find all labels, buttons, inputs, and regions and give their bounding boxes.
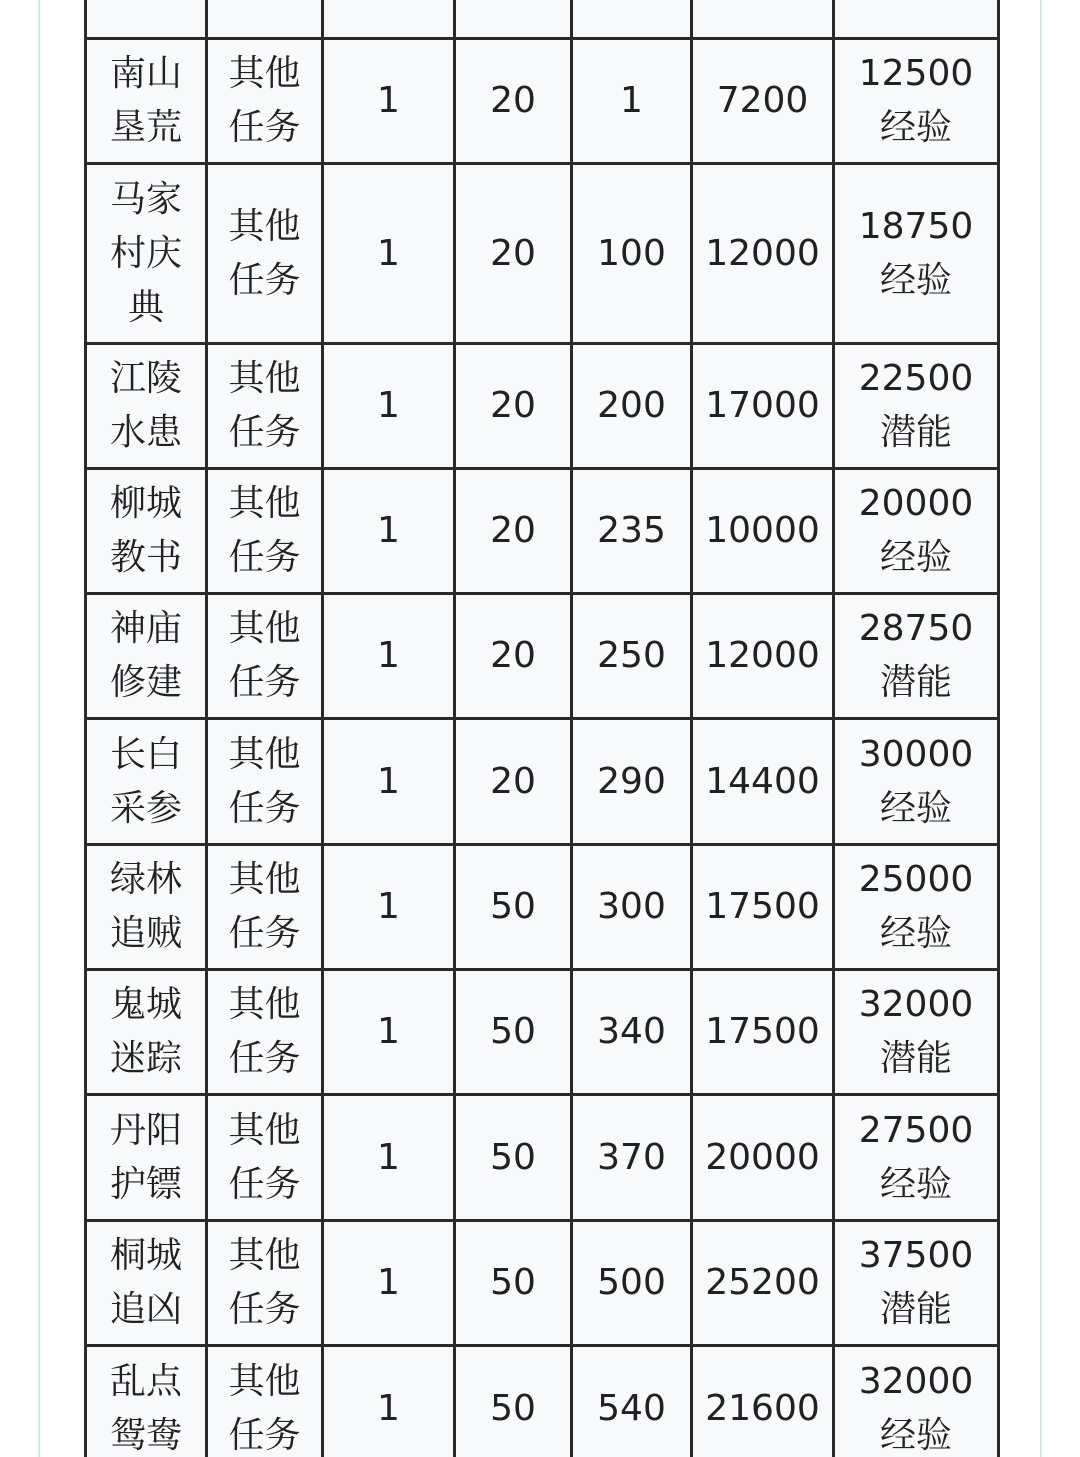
- value-cell: 20: [455, 594, 572, 719]
- reward-cell: [834, 1346, 999, 1457]
- value-cell: 250: [572, 594, 692, 719]
- task-type-cell: [207, 344, 323, 469]
- value-cell: 1: [323, 39, 455, 164]
- content-frame-right-border: [1040, 0, 1042, 1457]
- task-name: 长白采参: [109, 733, 182, 829]
- value-cell: 1: [323, 344, 455, 469]
- task-name-cell: [86, 39, 207, 164]
- reward-amount: 25000: [858, 859, 974, 900]
- reward-unit: 潜能: [879, 1289, 952, 1330]
- task-type: 其他任务: [228, 1235, 301, 1330]
- value-cell: 50: [455, 1221, 572, 1346]
- task-name-cell: [86, 1095, 207, 1221]
- reward-amount: 28750: [858, 608, 974, 649]
- content-frame-left-border: [38, 0, 40, 1457]
- task-table: [84, 0, 1000, 1457]
- task-type: 其他任务: [228, 1109, 301, 1205]
- reward-amount: 20000: [858, 483, 974, 524]
- reward-unit: 潜能: [879, 412, 952, 453]
- task-name: 柳城教书: [109, 483, 182, 578]
- reward-cell: [834, 845, 999, 970]
- reward-unit: 潜能: [879, 1038, 952, 1079]
- table-row: [86, 1095, 999, 1221]
- reward-unit: 经验: [879, 913, 952, 954]
- table-row: [86, 0, 999, 39]
- value-cell: 20000: [692, 1095, 834, 1221]
- table-row: [86, 594, 999, 719]
- value-cell: [323, 0, 455, 39]
- task-type: 其他任务: [228, 859, 301, 954]
- task-name: 鬼城迷踪: [109, 984, 182, 1079]
- reward-amount: 32000: [858, 1360, 974, 1402]
- reward-cell: [834, 164, 999, 344]
- task-name: 绿林追贼: [109, 859, 182, 954]
- table-row: [86, 164, 999, 344]
- reward-unit: 经验: [879, 537, 952, 578]
- task-name-cell: [86, 1221, 207, 1346]
- reward-unit: 经验: [879, 259, 952, 301]
- task-table-body: [86, 0, 999, 1457]
- task-type-cell: [207, 1346, 323, 1457]
- value-cell: 20: [455, 344, 572, 469]
- task-type-cell: [207, 594, 323, 719]
- value-cell: 17500: [692, 845, 834, 970]
- reward-cell: [834, 0, 999, 39]
- reward-cell: [834, 469, 999, 594]
- task-name: 马家村庆典: [109, 178, 182, 328]
- value-cell: 1: [323, 1221, 455, 1346]
- table-row: [86, 344, 999, 469]
- reward-amount: 30000: [858, 733, 974, 775]
- task-type: 其他任务: [228, 608, 301, 703]
- task-name-cell: [86, 164, 207, 344]
- value-cell: 340: [572, 970, 692, 1095]
- table-row: [86, 1346, 999, 1457]
- task-name-cell: [86, 344, 207, 469]
- value-cell: 20: [455, 39, 572, 164]
- value-cell: 12000: [692, 164, 834, 344]
- task-type-cell: [207, 0, 323, 39]
- value-cell: 50: [455, 970, 572, 1095]
- task-type-cell: [207, 39, 323, 164]
- task-type: 其他任务: [228, 358, 301, 453]
- value-cell: 50: [455, 1095, 572, 1221]
- reward-amount: 37500: [858, 1235, 974, 1276]
- reward-amount: 22500: [858, 358, 974, 399]
- table-row: [86, 1221, 999, 1346]
- value-cell: 200: [572, 344, 692, 469]
- table-row: [86, 719, 999, 845]
- task-name-cell: [86, 1346, 207, 1457]
- task-name-cell: [86, 594, 207, 719]
- value-cell: 1: [323, 719, 455, 845]
- value-cell: 1: [323, 1346, 455, 1457]
- value-cell: 100: [572, 164, 692, 344]
- value-cell: 50: [455, 1346, 572, 1457]
- value-cell: 21600: [692, 1346, 834, 1457]
- reward-amount: 27500: [858, 1109, 974, 1151]
- task-name-cell: [86, 469, 207, 594]
- reward-unit: 经验: [879, 787, 952, 829]
- task-type: 其他任务: [228, 733, 301, 829]
- value-cell: 540: [572, 1346, 692, 1457]
- reward-amount: 12500: [858, 53, 974, 94]
- reward-cell: [834, 594, 999, 719]
- reward-cell: [834, 719, 999, 845]
- value-cell: 17000: [692, 344, 834, 469]
- value-cell: 1: [323, 164, 455, 344]
- task-type-cell: [207, 1095, 323, 1221]
- table-row: [86, 970, 999, 1095]
- task-type-cell: [207, 719, 323, 845]
- task-name: 神庙修建: [109, 608, 182, 703]
- value-cell: 500: [572, 1221, 692, 1346]
- table-row: [86, 845, 999, 970]
- value-cell: 12000: [692, 594, 834, 719]
- value-cell: 25200: [692, 1221, 834, 1346]
- reward-unit: 潜能: [879, 662, 952, 703]
- value-cell: 10000: [692, 469, 834, 594]
- reward-unit: 经验: [879, 107, 952, 148]
- reward-unit: 经验: [879, 1163, 952, 1205]
- task-type-cell: [207, 1221, 323, 1346]
- value-cell: [455, 0, 572, 39]
- value-cell: 17500: [692, 970, 834, 1095]
- task-name: 丹阳护镖: [109, 1109, 182, 1205]
- value-cell: 1: [572, 39, 692, 164]
- reward-amount: 32000: [858, 984, 974, 1025]
- value-cell: 370: [572, 1095, 692, 1221]
- task-name-cell: [86, 970, 207, 1095]
- value-cell: 20: [455, 469, 572, 594]
- task-type: 其他任务: [228, 984, 301, 1079]
- value-cell: 1: [323, 594, 455, 719]
- task-name: 江陵水患: [109, 358, 182, 453]
- task-name: 乱点鸳鸯: [109, 1360, 182, 1456]
- value-cell: 1: [323, 469, 455, 594]
- task-type-cell: [207, 469, 323, 594]
- value-cell: [572, 0, 692, 39]
- reward-cell: [834, 970, 999, 1095]
- task-name: 南山垦荒: [109, 53, 182, 148]
- task-type-cell: [207, 970, 323, 1095]
- value-cell: 290: [572, 719, 692, 845]
- task-name-cell: [86, 845, 207, 970]
- value-cell: 14400: [692, 719, 834, 845]
- value-cell: 50: [455, 845, 572, 970]
- value-cell: 235: [572, 469, 692, 594]
- task-type-cell: [207, 164, 323, 344]
- table-row: [86, 39, 999, 164]
- task-type: 其他任务: [228, 53, 301, 148]
- table-row: [86, 469, 999, 594]
- task-name: 桐城追凶: [109, 1235, 182, 1330]
- reward-cell: [834, 1095, 999, 1221]
- value-cell: [692, 0, 834, 39]
- task-type-cell: [207, 845, 323, 970]
- task-name-cell: [86, 719, 207, 845]
- reward-unit: 经验: [879, 1414, 952, 1456]
- value-cell: 7200: [692, 39, 834, 164]
- value-cell: 20: [455, 719, 572, 845]
- reward-cell: [834, 39, 999, 164]
- task-type: 其他任务: [228, 1360, 301, 1456]
- reward-cell: [834, 1221, 999, 1346]
- value-cell: 1: [323, 845, 455, 970]
- reward-cell: [834, 344, 999, 469]
- value-cell: 20: [455, 164, 572, 344]
- task-name-cell: [86, 0, 207, 39]
- value-cell: 300: [572, 845, 692, 970]
- reward-amount: 18750: [858, 205, 974, 247]
- value-cell: 1: [323, 970, 455, 1095]
- task-type: 其他任务: [228, 205, 301, 301]
- value-cell: 1: [323, 1095, 455, 1221]
- task-type: 其他任务: [228, 483, 301, 578]
